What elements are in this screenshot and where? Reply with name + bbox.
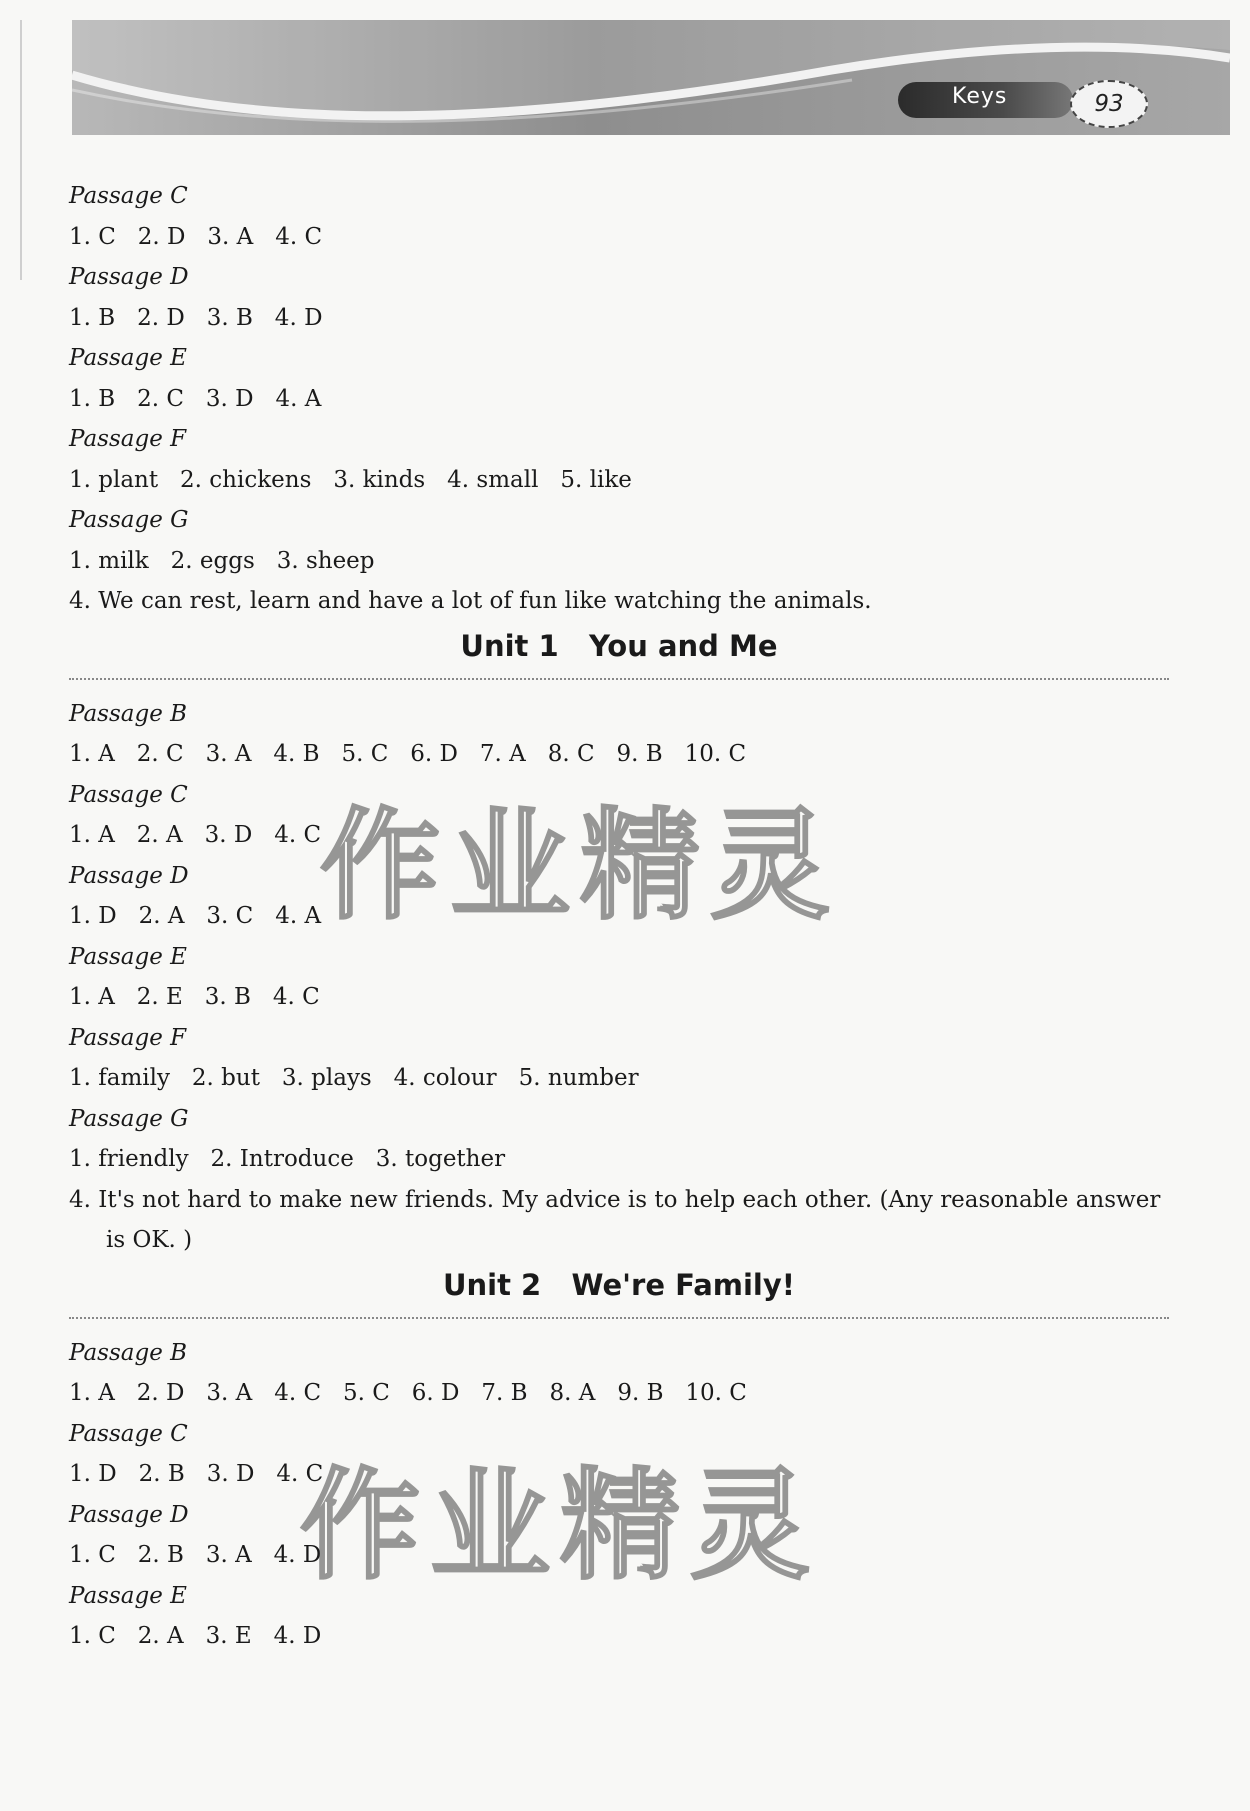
answer-line: 1. milk 2. eggs 3. sheep — [69, 547, 375, 574]
passage-heading: Passage E — [69, 943, 187, 970]
passage-heading: Passage F — [69, 1024, 187, 1051]
passage-heading: Passage C — [69, 183, 188, 209]
passage-heading: Passage E — [69, 1582, 187, 1609]
answer-line: is OK. ) — [106, 1227, 193, 1253]
answer-line: 1. B 2. D 3. B 4. D — [69, 304, 323, 331]
unit-title: Unit 2 We're Family! — [442, 1267, 796, 1302]
passage-heading: Passage G — [69, 1105, 189, 1132]
passage-heading: Passage E — [69, 345, 187, 371]
answer-line: 1. C 2. B 3. A 4. D — [69, 1542, 322, 1568]
answer-line: 1. friendly 2. Introduce 3. together — [69, 1146, 506, 1172]
answer-section — [69, 622, 1169, 1261]
answer-line: 1. B 2. C 3. D 4. A — [69, 385, 322, 412]
answer-line: 1. A 2. A 3. D 4. C — [69, 822, 322, 848]
answer-line: 1. plant 2. chickens 3. kinds 4. small 5. like — [69, 466, 632, 493]
answer-section — [69, 176, 1169, 622]
page-number-badge — [1070, 80, 1148, 128]
answer-line: 1. C 2. A 3. E 4. D — [69, 1623, 322, 1649]
passage-heading: Passage C — [69, 1420, 188, 1447]
passage-heading: Passage B — [69, 1339, 188, 1366]
answer-line: 1. family 2. but 3. plays 4. colour 5. number — [69, 1065, 639, 1091]
dotted-divider — [69, 678, 1169, 680]
answer-line: 4. It's not hard to make new friends. My advice is to help each other. (Any reasonable answer — [69, 1186, 1161, 1213]
unit-title: Unit 1 You and Me — [460, 628, 778, 663]
answer-line: 4. We can rest, learn and have a lot of fun like watching the animals. — [69, 588, 872, 614]
answer-line: 1. C 2. D 3. A 4. C — [69, 223, 323, 250]
dotted-divider — [69, 1317, 1169, 1319]
passage-heading: Passage D — [69, 1501, 189, 1528]
passage-heading: Passage G — [69, 507, 189, 533]
passage-heading: Passage B — [69, 700, 188, 727]
answer-line: 1. D 2. A 3. C 4. A — [69, 903, 322, 929]
passage-heading: Passage D — [69, 862, 189, 889]
answer-section — [69, 1261, 1169, 1657]
answer-key-content — [69, 176, 1169, 1657]
passage-heading: Passage F — [69, 426, 187, 452]
passage-heading: Passage C — [69, 781, 188, 808]
section-label: Keys — [952, 84, 1008, 109]
passage-heading: Passage D — [69, 264, 189, 290]
page-number: 93 — [1094, 91, 1124, 117]
answer-line: 1. D 2. B 3. D 4. C — [69, 1461, 324, 1487]
watermark-stamp: 作业精灵 — [320, 797, 840, 936]
watermark-stamp: 作业精灵 — [300, 1457, 820, 1596]
page-edge — [20, 20, 22, 280]
answer-line: 1. A 2. D 3. A 4. C 5. C 6. D 7. B 8. A 9. B 10. C — [69, 1380, 747, 1406]
answer-line: 1. A 2. E 3. B 4. C — [69, 984, 320, 1010]
answer-line: 1. A 2. C 3. A 4. B 5. C 6. D 7. A 8. C 9. B 10. C — [69, 741, 747, 767]
